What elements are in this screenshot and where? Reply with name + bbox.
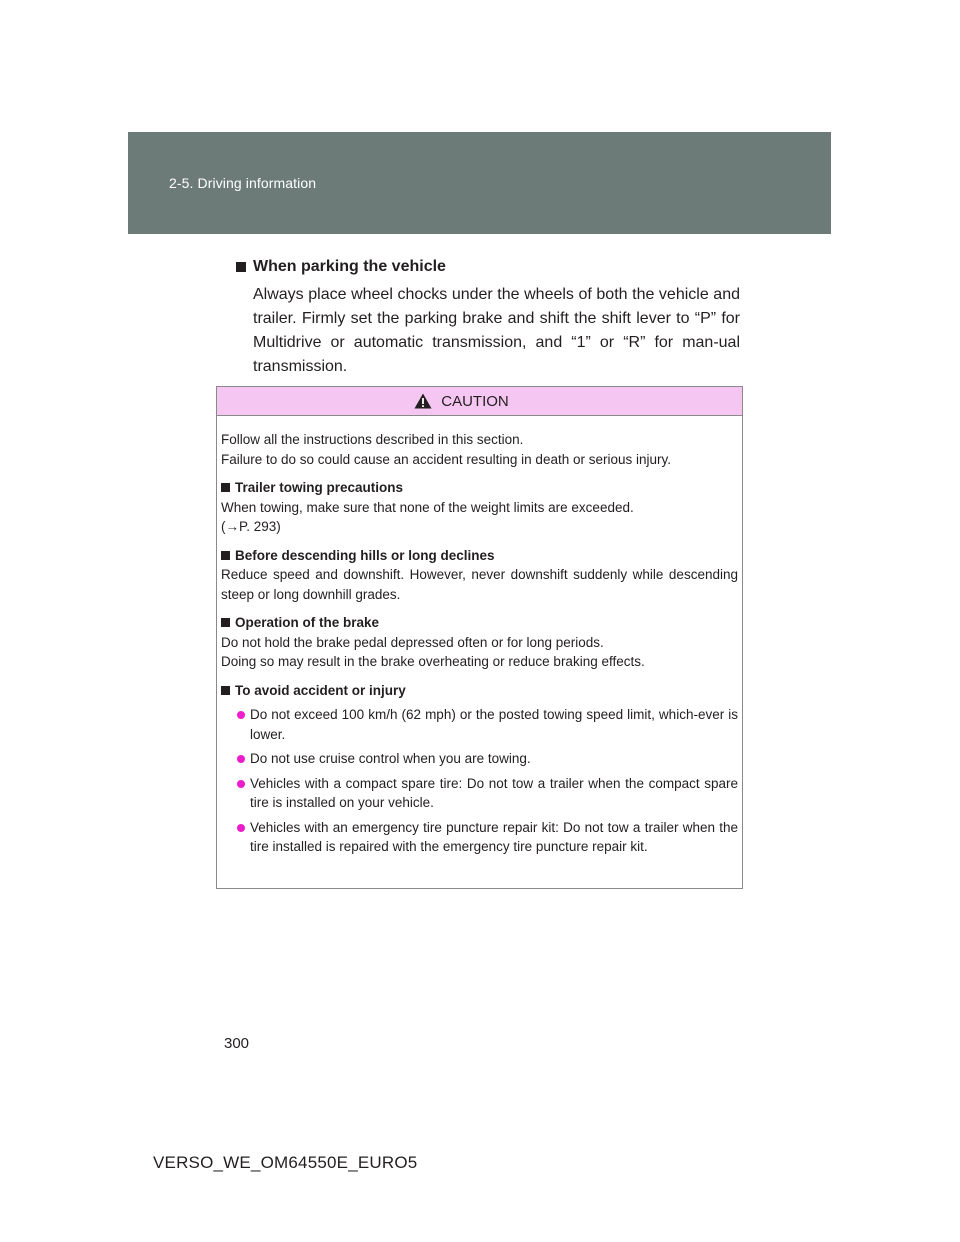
black-square-icon [221, 618, 230, 627]
caution-section-heading [221, 546, 738, 566]
caution-text: Reduce speed and downshift. However, never downshift suddenly while descending steep or long downhill grades. [221, 567, 738, 602]
warning-triangle-icon [414, 393, 432, 409]
intro-body: Always place wheel chocks under the wheels of both the vehicle and trailer. Firmly set the parking brake and shift the shift lever to “P” for Multidrive or automatic transmission, and “1” or “R” for man-ual transmission. [253, 286, 740, 375]
caution-body [217, 416, 742, 857]
caution-bullet-list [221, 705, 738, 857]
pink-dot-icon [237, 755, 245, 763]
caution-section-heading [221, 681, 738, 701]
black-square-icon [221, 551, 230, 560]
caution-text: Do not hold the brake pedal depressed often or for long periods. [221, 634, 604, 650]
caution-section-heading [221, 613, 738, 633]
intro-heading-text: When parking the vehicle [253, 258, 446, 275]
caution-header [217, 387, 742, 416]
caution-heading-text: Operation of the brake [235, 615, 380, 630]
caution-title: CAUTION [441, 392, 509, 410]
caution-heading-text: Trailer towing precautions [235, 480, 404, 495]
pink-dot-icon [237, 711, 245, 719]
caution-heading-text: To avoid accident or injury [235, 682, 406, 698]
pink-dot-icon [237, 824, 245, 832]
list-item [221, 749, 738, 769]
caution-text: When towing, make sure that none of the weight limits are exceeded. [221, 499, 634, 515]
document-code: VERSO_WE_OM64550E_EURO5 [153, 1153, 418, 1172]
caution-intro-line: Follow all the instructions described in this section. [221, 432, 524, 447]
intro-heading [236, 256, 740, 278]
list-item-text: Vehicles with an emergency tire puncture repair kit: Do not tow a trailer when the tire installed is repaired with the emergency tire puncture repair kit. [250, 819, 738, 854]
list-item [221, 774, 738, 813]
list-item-text: Do not exceed 100 km/h (62 mph) or the posted towing speed limit, which-ever is lower. [250, 707, 738, 742]
caution-intro-line: Failure to do so could cause an accident resulting in death or serious injury. [221, 451, 672, 467]
list-item [221, 818, 738, 857]
black-square-icon [221, 686, 230, 695]
list-item [221, 705, 738, 744]
caution-text: Doing so may result in the brake overheating or reduce braking effects. [221, 654, 645, 669]
black-square-icon [221, 483, 230, 492]
black-square-icon [236, 262, 246, 272]
page-reference: (→P. 293) [221, 519, 281, 534]
section-title: 2-5. Driving information [169, 175, 317, 191]
pink-dot-icon [237, 780, 245, 788]
intro-section [236, 256, 740, 379]
caution-box [216, 386, 743, 889]
caution-heading-text: Before descending hills or long declines [235, 547, 495, 563]
caution-section-heading [221, 478, 738, 498]
list-item-text: Do not use cruise control when you are towing. [250, 751, 531, 766]
header-band [128, 132, 831, 234]
page-number: 300 [224, 1035, 250, 1052]
list-item-text: Vehicles with a compact spare tire: Do not tow a trailer when the compact spare tire is installed on your vehicle. [250, 775, 738, 810]
